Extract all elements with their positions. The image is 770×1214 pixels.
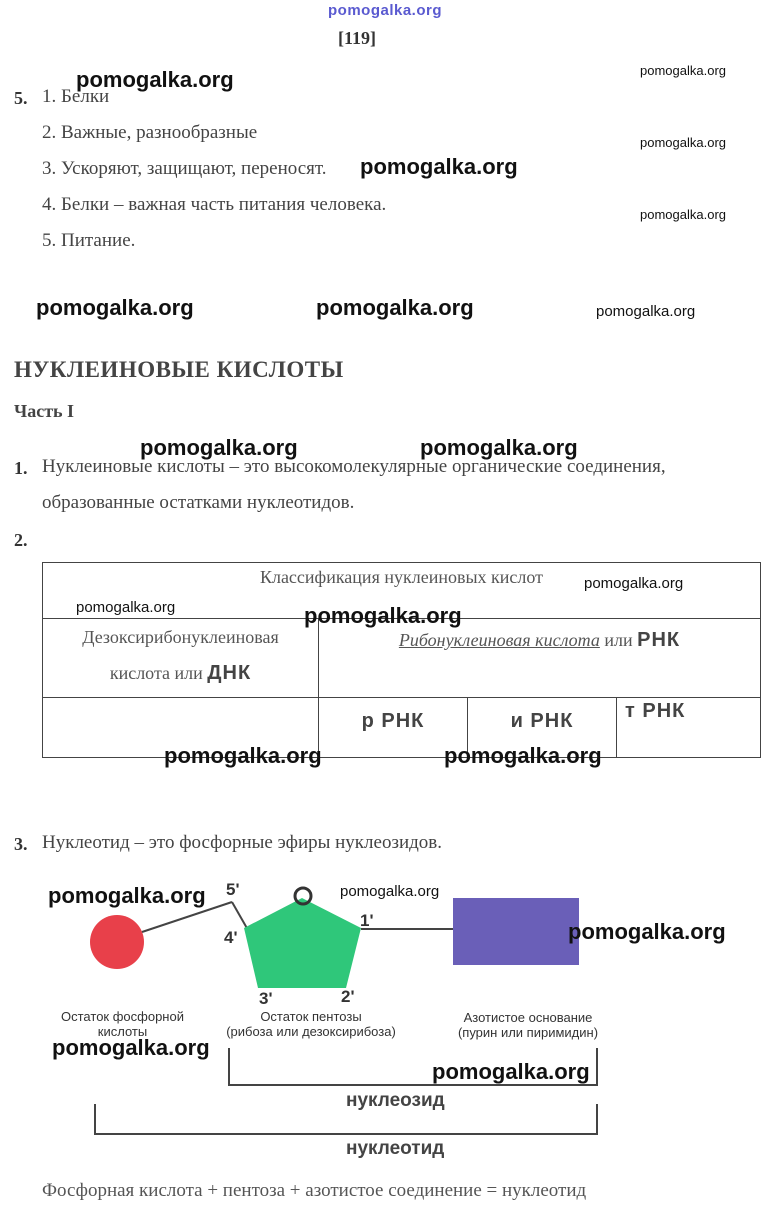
watermark: pomogalka.org [640,135,726,150]
position-1: 1' [360,911,374,930]
watermark: pomogalka.org [584,575,684,592]
answer-item: 3. Ускоряют, защищают, переносят. [42,158,327,179]
watermark: pomogalka.org [36,295,194,320]
watermark: pomogalka.org [76,599,176,616]
question-number: 2. [14,530,28,550]
watermark: pomogalka.org [340,883,440,900]
formula-text: Фосфорная кислота + пентоза + азотистое соединение = нуклеотид [42,1180,587,1201]
base-label-line: Азотистое основание [463,1010,593,1025]
watermark: pomogalka.org [432,1059,590,1084]
nucleoside-label: нуклеозид [346,1090,445,1111]
watermark: pomogalka.org [76,67,234,92]
watermark: pomogalka.org [164,743,322,768]
dna-name: Дезоксирибонуклеиновая [82,627,279,647]
pentose-pentagon [244,898,361,988]
question-text: Нуклеиновые кислоты – это высокомолекулярные органические соединения, [42,456,666,477]
part-label: Часть I [14,401,75,421]
rna-name: Рибонуклеиновая кислота [398,630,600,650]
watermark: pomogalka.org [640,207,726,222]
phosphate-label-line: кислоты [97,1024,148,1039]
dna-prefix: кислота или [109,663,203,683]
watermark: pomogalka.org [360,154,518,179]
position-3: 3' [259,989,273,1008]
question-number: 3. [14,834,28,854]
base-label-line: (пурин или пиримидин) [457,1025,599,1040]
watermark: pomogalka.org [444,743,602,768]
position-4: 4' [224,928,238,947]
mrna-label: и РНК [510,710,574,732]
position-2: 2' [341,987,355,1006]
question-text: Нуклеотид – это фосфорные эфиры нуклеозидов. [42,832,443,853]
watermark: pomogalka.org [568,919,726,944]
answer-number: 5. [14,88,28,108]
dna-abbr: ДНК [207,662,252,684]
dna-cell [43,619,319,698]
question-number: 1. [14,458,28,478]
answer-item: 5. Питание. [42,230,136,251]
question-text: образованные остатками нуклеотидов. [42,492,355,513]
watermark: pomogalka.org [304,603,462,628]
position-5: 5' [226,880,240,899]
table-header: Классификация нуклеиновых кислот [43,563,761,619]
rna-or: или [604,630,633,650]
pentose-label-line: Остаток пентозы [260,1009,362,1024]
pentose-label-line: (рибоза или дезоксирибоза) [226,1024,396,1039]
watermark: pomogalka.org [596,303,696,320]
trna-label: т РНК [625,700,686,722]
section-title: НУКЛЕИНОВЫЕ КИСЛОТЫ [14,357,344,382]
rna-cell [319,619,761,698]
trna-cell [617,698,761,758]
watermark: pomogalka.org [420,435,578,460]
watermark: pomogalka.org [48,883,206,908]
answer-item: 1. Белки [42,86,110,107]
watermark: pomogalka.org [316,295,474,320]
site-header: pomogalka.org [328,2,443,19]
base-rect [453,898,579,965]
watermark: pomogalka.org [640,63,726,78]
watermark: pomogalka.org [52,1035,210,1060]
answer-item: 4. Белки – важная часть питания человека. [42,194,387,215]
nucleotide-label: нуклеотид [346,1138,445,1159]
page-number: [119] [338,28,376,48]
phosphate-label-line: Остаток фосфорной [61,1009,184,1024]
pentose-label [206,1009,416,1039]
watermark: pomogalka.org [140,435,298,460]
phosphate-circle [90,915,144,969]
base-label [428,1010,628,1040]
rrna-label: р РНК [361,710,425,732]
bond-line [232,902,248,930]
answer-item: 2. Важные, разнообразные [42,122,258,143]
rna-abbr: РНК [637,629,681,651]
